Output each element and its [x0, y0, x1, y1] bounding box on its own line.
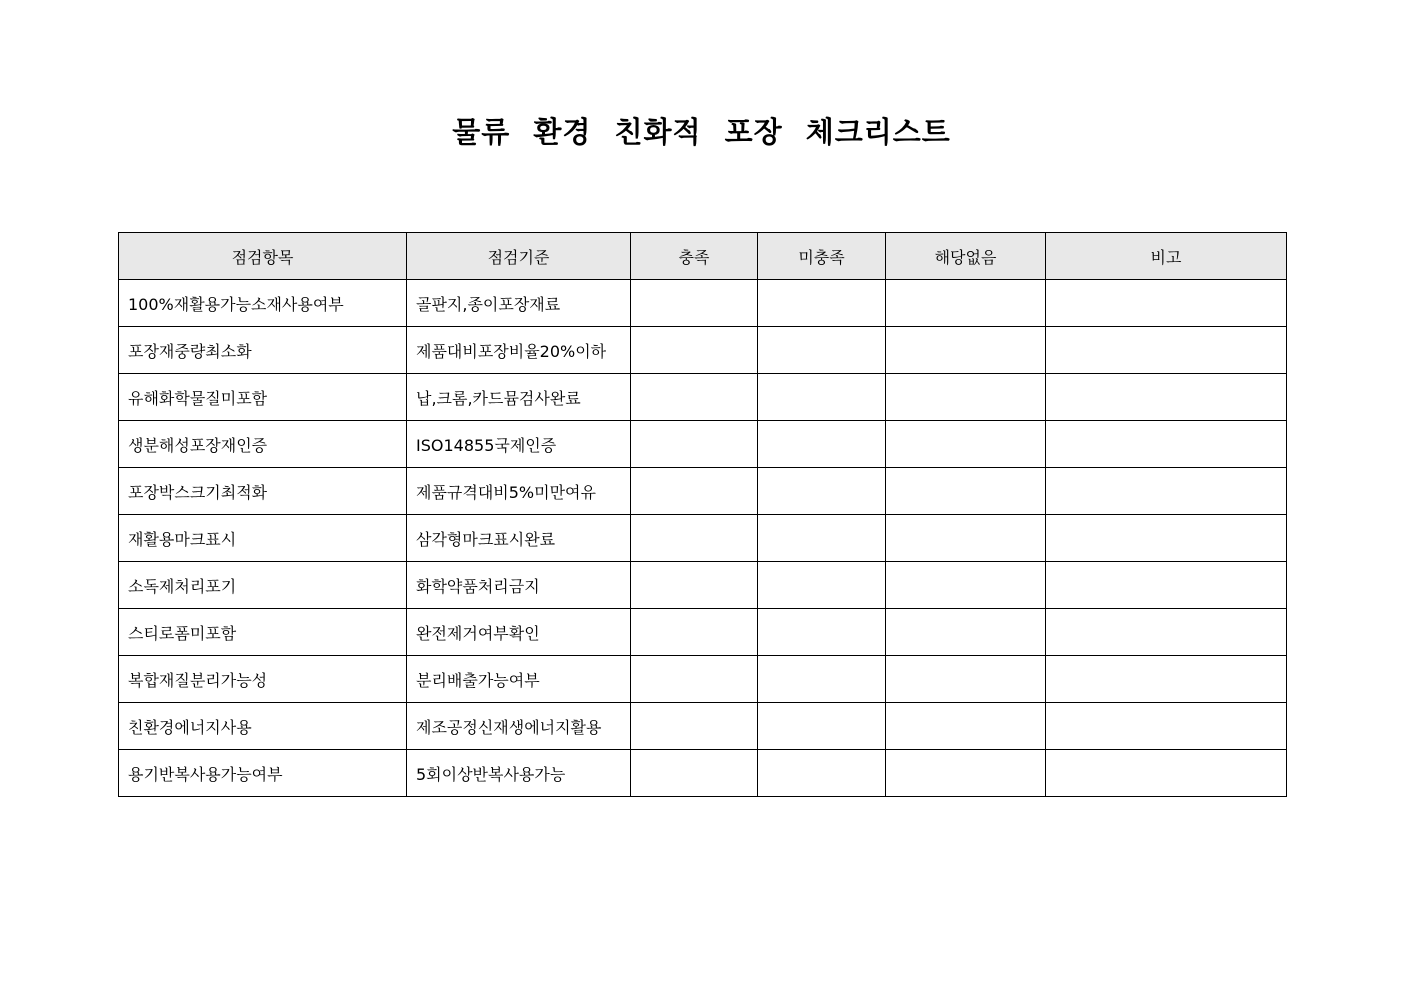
check-item: 친환경에너지사용 [119, 703, 407, 750]
check-criteria: 화학약품처리금지 [407, 562, 631, 609]
met-cell[interactable] [631, 374, 758, 421]
header-item: 점검항목 [119, 233, 407, 280]
not-applicable-cell[interactable] [886, 656, 1046, 703]
not-applicable-cell[interactable] [886, 750, 1046, 797]
met-cell[interactable] [631, 421, 758, 468]
header-criteria: 점검기준 [407, 233, 631, 280]
not-met-cell[interactable] [758, 656, 886, 703]
met-cell[interactable] [631, 327, 758, 374]
remarks-cell[interactable] [1046, 280, 1287, 327]
not-met-cell[interactable] [758, 327, 886, 374]
table-row [119, 750, 1287, 797]
met-cell[interactable] [631, 656, 758, 703]
check-criteria: 5회이상반복사용가능 [407, 750, 631, 797]
header-remarks: 비고 [1046, 233, 1287, 280]
check-criteria: 제조공정신재생에너지활용 [407, 703, 631, 750]
check-item: 스티로폼미포함 [119, 609, 407, 656]
not-applicable-cell[interactable] [886, 703, 1046, 750]
header-not-met: 미충족 [758, 233, 886, 280]
remarks-cell[interactable] [1046, 515, 1287, 562]
met-cell[interactable] [631, 609, 758, 656]
met-cell[interactable] [631, 750, 758, 797]
table-row [119, 421, 1287, 468]
page-title: 물류 환경 친화적 포장 체크리스트 [452, 115, 951, 149]
remarks-cell[interactable] [1046, 703, 1287, 750]
table-row [119, 562, 1287, 609]
table-row [119, 374, 1287, 421]
not-met-cell[interactable] [758, 515, 886, 562]
check-criteria: 골판지,종이포장재료 [407, 280, 631, 327]
check-item: 유해화학물질미포함 [119, 374, 407, 421]
table-row [119, 609, 1287, 656]
not-applicable-cell[interactable] [886, 562, 1046, 609]
check-criteria: 완전제거여부확인 [407, 609, 631, 656]
met-cell[interactable] [631, 562, 758, 609]
table-row [119, 327, 1287, 374]
not-applicable-cell[interactable] [886, 609, 1046, 656]
check-criteria: 제품규격대비5%미만여유 [407, 468, 631, 515]
remarks-cell[interactable] [1046, 421, 1287, 468]
not-met-cell[interactable] [758, 609, 886, 656]
table-row [119, 468, 1287, 515]
check-criteria: 삼각형마크표시완료 [407, 515, 631, 562]
met-cell[interactable] [631, 703, 758, 750]
remarks-cell[interactable] [1046, 656, 1287, 703]
table-row [119, 703, 1287, 750]
not-met-cell[interactable] [758, 468, 886, 515]
met-cell[interactable] [631, 515, 758, 562]
check-criteria: ISO14855국제인증 [407, 421, 631, 468]
not-met-cell[interactable] [758, 750, 886, 797]
not-met-cell[interactable] [758, 562, 886, 609]
not-applicable-cell[interactable] [886, 280, 1046, 327]
checklist-table [118, 232, 1287, 797]
remarks-cell[interactable] [1046, 374, 1287, 421]
remarks-cell[interactable] [1046, 750, 1287, 797]
met-cell[interactable] [631, 280, 758, 327]
check-item: 용기반복사용가능여부 [119, 750, 407, 797]
check-criteria: 제품대비포장비율20%이하 [407, 327, 631, 374]
remarks-cell[interactable] [1046, 609, 1287, 656]
check-item: 100%재활용가능소재사용여부 [119, 280, 407, 327]
check-criteria: 분리배출가능여부 [407, 656, 631, 703]
remarks-cell[interactable] [1046, 327, 1287, 374]
not-applicable-cell[interactable] [886, 468, 1046, 515]
table-row [119, 515, 1287, 562]
remarks-cell[interactable] [1046, 562, 1287, 609]
check-item: 소독제처리포기 [119, 562, 407, 609]
not-met-cell[interactable] [758, 374, 886, 421]
header-met: 충족 [631, 233, 758, 280]
check-criteria: 납,크롬,카드뮴검사완료 [407, 374, 631, 421]
check-item: 포장박스크기최적화 [119, 468, 407, 515]
not-applicable-cell[interactable] [886, 421, 1046, 468]
check-item: 생분해성포장재인증 [119, 421, 407, 468]
check-item: 복합재질분리가능성 [119, 656, 407, 703]
table-row [119, 280, 1287, 327]
table-row [119, 656, 1287, 703]
check-item: 재활용마크표시 [119, 515, 407, 562]
not-met-cell[interactable] [758, 421, 886, 468]
not-applicable-cell[interactable] [886, 327, 1046, 374]
not-met-cell[interactable] [758, 280, 886, 327]
header-not-applicable: 해당없음 [886, 233, 1046, 280]
check-item: 포장재중량최소화 [119, 327, 407, 374]
header-row [119, 233, 1287, 280]
not-applicable-cell[interactable] [886, 515, 1046, 562]
not-met-cell[interactable] [758, 703, 886, 750]
met-cell[interactable] [631, 468, 758, 515]
remarks-cell[interactable] [1046, 468, 1287, 515]
not-applicable-cell[interactable] [886, 374, 1046, 421]
